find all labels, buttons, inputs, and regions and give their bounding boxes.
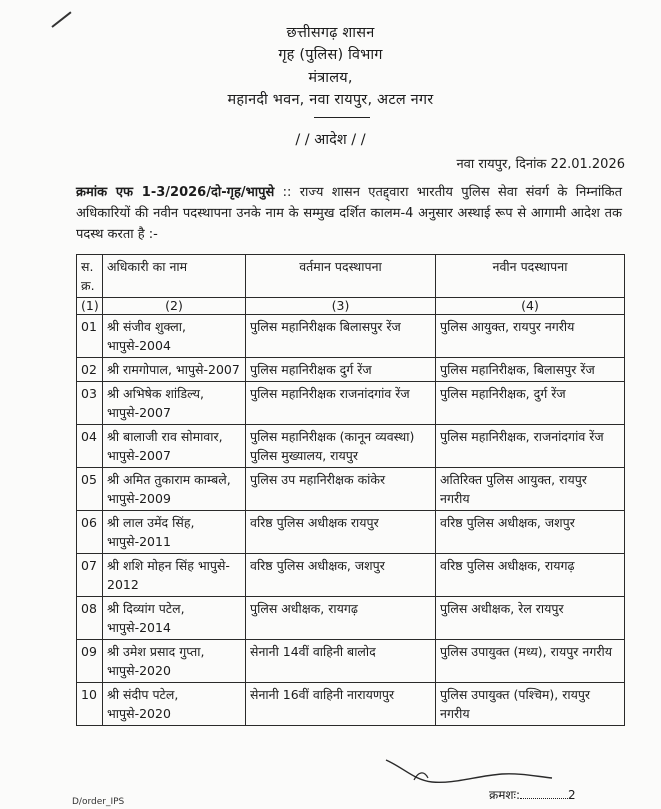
- new-posting-cell: पुलिस आयुक्त, रायपुर नगरीय: [436, 315, 625, 358]
- continued-colon: :: [515, 788, 521, 802]
- new-posting-cell: अतिरिक्त पुलिस आयुक्त, रायपुर नगरीय: [436, 468, 625, 511]
- current-posting-cell: पुलिस महानिरीक्षक (कानून व्यवस्था) पुलिस मुख्यालय, रायपुर: [246, 425, 436, 468]
- continuation-note: [489, 786, 576, 803]
- current-posting-cell: सेनानी 16वीं वाहिनी नारायणपुर: [246, 683, 436, 726]
- index-cell: (3): [246, 298, 436, 315]
- officer-name-cell: श्री अभिषेक शांडिल्य, भापुसे-2007: [103, 382, 246, 425]
- place-date: नवा रायपुर, दिनांक 22.01.2026: [456, 157, 625, 172]
- new-posting-cell: पुलिस महानिरीक्षक, दुर्ग रेंज: [436, 382, 625, 425]
- officer-name-cell: श्री रामगोपाल, भापुसे-2007: [103, 358, 246, 382]
- order-reference: क्रमांक एफ 1-3/2026/दो-गृह/भापुसे: [76, 185, 275, 200]
- new-posting-cell: वरिष्ठ पुलिस अधीक्षक, रायगढ़: [436, 554, 625, 597]
- ministry-name: मंत्रालय,: [308, 70, 353, 86]
- current-posting-cell: पुलिस अधीक्षक, रायगढ़: [246, 597, 436, 640]
- serial-cell: 10: [77, 683, 103, 726]
- serial-cell: 09: [77, 640, 103, 683]
- officer-name-cell: श्री संजीव शुक्ला, भापुसे-2004: [103, 315, 246, 358]
- current-posting-cell: पुलिस महानिरीक्षक दुर्ग रेंज: [246, 358, 436, 382]
- posting-table: [76, 254, 625, 726]
- table-row: [77, 425, 625, 468]
- office-address: महानदी भवन, नवा रायपुर, अटल नगर: [227, 92, 434, 108]
- serial-cell: 02: [77, 358, 103, 382]
- table-row: [77, 358, 625, 382]
- current-posting-cell: वरिष्ठ पुलिस अधीक्षक रायपुर: [246, 511, 436, 554]
- new-posting-cell: पुलिस महानिरीक्षक, बिलासपुर रेंज: [436, 358, 625, 382]
- table-row: [77, 511, 625, 554]
- file-reference: D/order_IPS: [72, 797, 125, 807]
- col-header-name: अधिकारी का नाम: [103, 255, 246, 298]
- table-row: [77, 683, 625, 726]
- serial-cell: 07: [77, 554, 103, 597]
- new-posting-cell: वरिष्ठ पुलिस अधीक्षक, जशपुर: [436, 511, 625, 554]
- table-index-row: [77, 298, 625, 315]
- index-cell: (1): [77, 298, 103, 315]
- officer-name-cell: श्री लाल उमेंद सिंह, भापुसे-2011: [103, 511, 246, 554]
- leader-dots: [520, 788, 568, 799]
- col-header-current: वर्तमान पदस्थापना: [246, 255, 436, 298]
- table-row: [77, 468, 625, 511]
- department-name: गृह (पुलिस) विभाग: [278, 47, 383, 63]
- order-text: :: राज्य शासन एतद्द्वारा भारतीय पुलिस सेवा संवर्ग के निम्नांकित अधिकारियों की नवीन पदस्थापना उनके नाम के सम्मुख दर्शित कालम-4 अनुसार अस्थाई रूप से आगामी आदेश तक पदस्थ करता है :-: [76, 185, 623, 242]
- current-posting-cell: पुलिस उप महानिरीक्षक कांकेर: [246, 468, 436, 511]
- current-posting-cell: वरिष्ठ पुलिस अधीक्षक, जशपुर: [246, 554, 436, 597]
- officer-name-cell: श्री दिव्यांग पटेल, भापुसे-2014: [103, 597, 246, 640]
- table-header-row: [77, 255, 625, 298]
- order-title: / / आदेश / /: [295, 132, 366, 148]
- officer-name-cell: श्री उमेश प्रसाद गुप्ता, भापुसे-2020: [103, 640, 246, 683]
- new-posting-cell: पुलिस उपायुक्त (पश्चिम), रायपुर नगरीय: [436, 683, 625, 726]
- officer-name-cell: श्री शशि मोहन सिंह भापुसे- 2012: [103, 554, 246, 597]
- signature-mark: [384, 754, 554, 790]
- serial-cell: 06: [77, 511, 103, 554]
- serial-cell: 04: [77, 425, 103, 468]
- serial-cell: 08: [77, 597, 103, 640]
- table-row: [77, 382, 625, 425]
- government-name: छत्तीसगढ़ शासन: [286, 25, 375, 41]
- officer-name-cell: श्री अमित तुकाराम काम्बले, भापुसे-2009: [103, 468, 246, 511]
- col-header-sn: स. क्र.: [77, 255, 103, 298]
- current-posting-cell: पुलिस महानिरीक्षक राजनांदगांव रेंज: [246, 382, 436, 425]
- current-posting-cell: पुलिस महानिरीक्षक बिलासपुर रेंज: [246, 315, 436, 358]
- serial-cell: 03: [77, 382, 103, 425]
- continued-label: क्रमशः: [489, 788, 516, 802]
- order-paragraph: [76, 182, 622, 245]
- table-row: [77, 554, 625, 597]
- new-posting-cell: पुलिस अधीक्षक, रेल रायपुर: [436, 597, 625, 640]
- table-row: [77, 597, 625, 640]
- table-row: [77, 315, 625, 358]
- serial-cell: 05: [77, 468, 103, 511]
- next-page-number: 2: [568, 788, 576, 802]
- table-row: [77, 640, 625, 683]
- new-posting-cell: पुलिस उपायुक्त (मध्य), रायपुर नगरीय: [436, 640, 625, 683]
- col-header-new: नवीन पदस्थापना: [436, 255, 625, 298]
- current-posting-cell: सेनानी 14वीं वाहिनी बालोद: [246, 640, 436, 683]
- index-cell: (4): [436, 298, 625, 315]
- new-posting-cell: पुलिस महानिरीक्षक, राजनांदगांव रेंज: [436, 425, 625, 468]
- index-cell: (2): [103, 298, 246, 315]
- header-divider: [314, 117, 370, 118]
- officer-name-cell: श्री संदीप पटेल, भापुसे-2020: [103, 683, 246, 726]
- officer-name-cell: श्री बालाजी राव सोमावार, भापुसे-2007: [103, 425, 246, 468]
- serial-cell: 01: [77, 315, 103, 358]
